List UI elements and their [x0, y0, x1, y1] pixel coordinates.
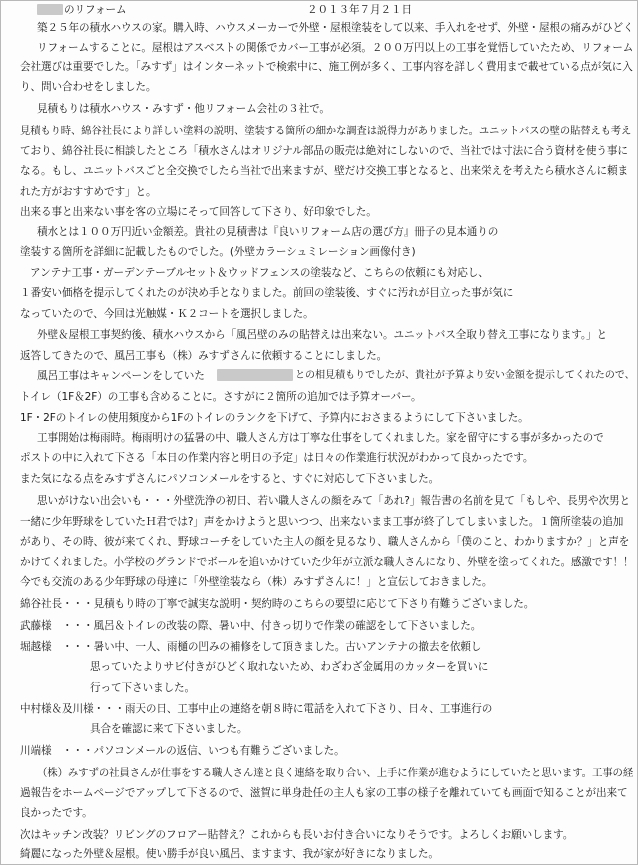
- paragraph-line: 積水とは１００万円近い金額差。貴社の見積書は『良いリフォーム店の選び方』冊子の見本通りの: [37, 226, 499, 238]
- paragraph-line: 中村様＆及川様・・・雨天の日、工事中止の連絡を朝８時に電話を入れて下さり、日々、工事進行の: [20, 703, 493, 715]
- paragraph-line: 塗装する箇所を詳細に記載したものでした。(外壁カラーシュミレーション画像付き): [20, 246, 416, 258]
- paragraph-line: トイレ（1F＆2F）の工事も含めることに。さすがに２箇所の追加では予算オーバー。: [20, 391, 422, 403]
- document-date: ２０１３年７月２１日: [307, 4, 412, 16]
- paragraph-line: 築２５年の積水ハウスの家。購入時、ハウスメーカーで外壁・屋根塗装をして以来、手入れをせず、外壁・屋根の痛みがひどく: [37, 22, 634, 34]
- paragraph-line: 見積もりは積水ハウス・みすず・他リフォーム会社の３社で。: [37, 103, 330, 115]
- paragraph-line: 見積もり時、綿谷社長により詳しい塗料の説明、塗装する箇所の細かな調査は説得力がありました。ユニットバスの壁の貼替えも考え: [20, 125, 632, 137]
- paragraph-line: 返答してきたので、風呂工事も（株）みすずさんに依頼することにしました。: [20, 350, 388, 362]
- paragraph-line: があり、その時、彼が来てくれ、野球コーチをしていた主人の顔を見るなり、職人さんから「僕のこと、わかりますか？」と声を: [20, 536, 630, 548]
- document-title: のリフォーム: [64, 4, 127, 16]
- paragraph-line: 綺麗になった外壁＆屋根。使い勝手が良い風呂、ますます、我が家が好きになりました。: [20, 848, 439, 860]
- paragraph-line: 風呂工事はキャンペーンをしていた: [37, 370, 205, 382]
- paragraph-line: 具合を確認に来て下さいました。: [90, 723, 248, 735]
- paragraph-line: また気になる点をみすずさんにパソコンメールをすると、すぐに対応して下さいました。: [20, 473, 440, 485]
- paragraph-line: 思っていたよりサビ付きがひどく取れないため、わざわざ金属用のカッターを買いに: [90, 661, 489, 673]
- paragraph-line: （株）みすずの社員さんが仕事をする職人さん達と良く連絡を取り合い、上手に作業が進むようにしていたと思います。工事の経: [37, 767, 634, 779]
- paragraph-line: 次はキッチン改装？リビングのフロアー貼替え？これからも長いお付き合いになりそうです。よろしくお願いします。: [20, 829, 574, 841]
- paragraph-line: リフォームすることに。屋根はアスベストの関係でカバー工事が必須。２００万円以上の工事を覚悟していたため、リフォーム: [37, 42, 634, 54]
- paragraph-line: なる。もし、ユニットバスごと全交換でしたら当社で出来ますが、壁だけ交換工事となると、出来栄えを考えたら積水さんに頼ま: [20, 165, 628, 177]
- redacted-company-name: [217, 369, 293, 381]
- paragraph-line: り、問い合わせをしました。: [20, 81, 157, 93]
- paragraph-line: ポストの中に入れて下さる「本日の作業内容と明日の予定」は日々の作業進行状況がわかって良かったです。: [20, 452, 534, 464]
- paragraph-line: 外壁＆屋根工事契約後、積水ハウスから「風呂壁のみの貼替えは出来ない。ユニットバス全取り替え工事になります。」と: [37, 329, 608, 341]
- paragraph-line: との相見積もりでしたが、貴社が予算より安い金額を提示してくれたので、: [295, 370, 635, 381]
- paragraph-line: 今でも交流のある少年野球の母達に「外壁塗装なら（株）みすずさんに！」と宣伝しておきました。: [20, 576, 493, 588]
- paragraph-line: 堀越様 ・・・暑い中、一人、雨樋の凹みの補修をして頂きました。古いアンテナの撤去を依頼し: [20, 641, 482, 653]
- redacted-name-header: [37, 4, 63, 15]
- paragraph-line: かけてくれました。小学校のグランドでボールを追いかけていた少年が立派な職人さんになり、外壁を塗ってくれた。感激です！！: [20, 556, 634, 568]
- paragraph-line: 良かったです。: [20, 807, 93, 819]
- paragraph-line: 行って下さいました。: [90, 682, 195, 694]
- paragraph-line: 会社選びは重要でした。「みすず」はインターネットで検索中に、施工例が多く、工事内容を詳しく費用まで載せている点が気に入: [20, 61, 633, 73]
- paragraph-line: アンテナ工事・ガーデンテーブルセット＆ウッドフェンスの塗装など、こちらの依頼にも対応し、: [30, 267, 489, 279]
- paragraph-line: 思いがけない出会いも・・・外壁洗浄の初日、若い職人さんの顔をみて「あれ?」報告書の名前を見て「もしや、長男や次男と: [37, 495, 630, 507]
- paragraph-line: 綿谷社長・・・見積もり時の丁寧で誠実な説明・契約時のこちらの要望に応じて下さり有難うございました。: [20, 598, 535, 610]
- paragraph-line: １番安い価格を提示してくれたのが決め手となりました。前回の塗装後、すぐに汚れが目立った事が気に: [20, 287, 514, 299]
- paragraph-line: 過報告をホームページでアップして下さるので、滋賀に単身赴任の主人も家の工事の様子を離れていても画面で知ることが出来て: [20, 787, 628, 799]
- paragraph-line: 1F・2Fのトイレの使用頻度から1Fのトイレのランクを下げて、予算内におさまるようにして下さいました。: [20, 412, 529, 424]
- paragraph-line: ており、綿谷社長に相談したところ「積水さんはオリジナル部品の販売は絶対にしないので、当社では寸法に合う資材を使う事に: [20, 145, 628, 157]
- paragraph-line: れた方がおすすめです」と。: [20, 186, 157, 198]
- paragraph-line: 出来る事と出来ない事を客の立場にそって回答して下さり、好印象でした。: [20, 206, 377, 218]
- paragraph-line: 一緒に少年野球をしていたＨ君では?」声をかけようと思いつつ、出来ないまま工事が終了してしまいました。１箇所塗装の追加: [20, 516, 624, 528]
- paragraph-line: なっていたので、今回は光触媒・Ｋ２コートを選択しました。: [20, 308, 314, 320]
- paragraph-line: 工事開始は梅雨時。梅雨明けの猛暑の中、職人さん方は丁寧な仕事をしてくれました。家を留守にする事が多かったので: [37, 432, 604, 444]
- paragraph-line: 武藤様 ・・・風呂＆トイレの改装の際、暑い中、付きっ切りで作業の確認をして下さいました。: [20, 620, 482, 632]
- paragraph-line: 川端様 ・・・パソコンメールの返信、いつも有難うございました。: [20, 745, 345, 757]
